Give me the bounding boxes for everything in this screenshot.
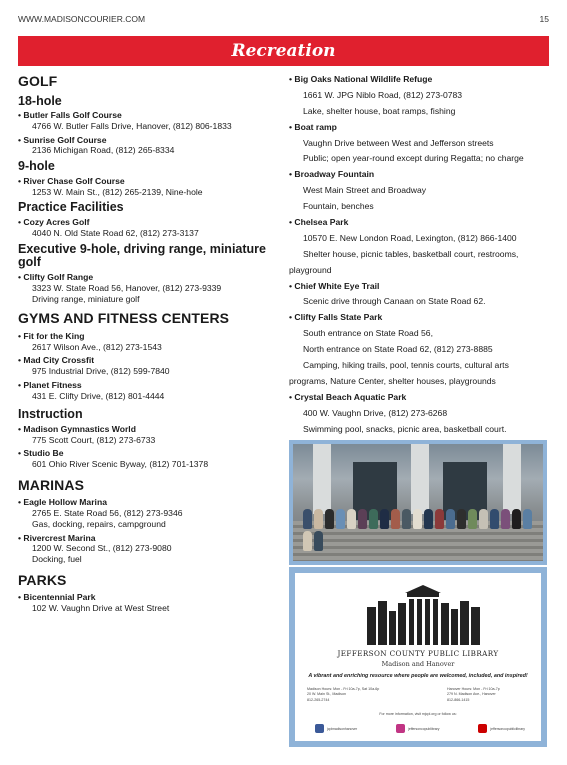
library-group-photo (289, 440, 547, 565)
facebook-handle: jcplmadisonhanover (327, 726, 358, 731)
person (380, 509, 389, 529)
list-item (18, 331, 280, 352)
ad-panel (295, 573, 541, 741)
person (336, 509, 345, 529)
item-line: 775 Scott Court, (812) 273-6733 (32, 434, 156, 445)
list-item (289, 215, 551, 279)
hanover-hours: Hanover Hours: Mon - Fri 10a-7p (447, 687, 500, 691)
item-line: 975 Industrial Drive, (812) 599-7840 (32, 366, 170, 377)
instagram-link[interactable] (396, 724, 439, 733)
photo-pillar (411, 444, 429, 514)
hanover-hours-block (447, 687, 500, 703)
list-item (18, 355, 280, 376)
item-name: • Mad City Crossfit (18, 355, 280, 366)
list-item (289, 390, 551, 438)
item-line: 4766 W. Butler Falls Drive, Hanover, (812) 806-1833 (32, 120, 232, 131)
person (424, 509, 433, 529)
item-name: • Clifty Falls State Park (289, 310, 551, 326)
person (413, 509, 422, 529)
list-item (289, 279, 551, 311)
item-line: playground (289, 264, 332, 275)
facebook-link[interactable] (315, 724, 357, 733)
page-header (18, 14, 549, 24)
item-line: Docking, fuel (32, 554, 82, 565)
banner-title: Recreation (231, 41, 336, 61)
item-name: • River Chase Golf Course (18, 176, 280, 187)
item-name: • Clifty Golf Range (18, 272, 280, 283)
item-name: • Planet Fitness (18, 380, 280, 391)
list-item (289, 72, 551, 120)
person (523, 509, 532, 529)
item-line: 1253 W. Main St., (812) 265-2139, Nine-hole (32, 186, 203, 197)
library-tagline: A vibrant and enriching resource where people are welcomed, included, and inspired! (308, 673, 528, 679)
item-name: • Studio Be (18, 448, 280, 459)
youtube-icon (478, 724, 487, 733)
person (512, 509, 521, 529)
list-item (18, 176, 280, 197)
item-name: • Chief White Eye Trail (289, 279, 551, 295)
instagram-icon (396, 724, 405, 733)
photo-pillar (503, 444, 521, 514)
person (402, 509, 411, 529)
page-number: 15 (539, 14, 549, 24)
list-item (18, 380, 280, 401)
item-line: Camping, hiking trails, pool, tennis courts, cultural arts (303, 360, 509, 371)
list-item (18, 135, 280, 156)
social-links (315, 724, 525, 733)
madison-hours-block (307, 687, 379, 703)
photo-people (303, 505, 533, 551)
item-name: • Rivercrest Marina (18, 533, 280, 544)
item-line: North entrance on State Road 62, (812) 273-8885 (303, 344, 493, 355)
item-line: 2136 Michigan Road, (812) 265-8334 (32, 145, 175, 156)
hanover-address: 279 N. Madison Ave., Hanover (447, 692, 496, 697)
person (303, 531, 312, 551)
item-line: 2617 Wilson Ave., (812) 273-1543 (32, 341, 162, 352)
list-item (18, 592, 280, 613)
facebook-icon (315, 724, 324, 733)
list-item (18, 497, 280, 529)
youtube-handle: jeffersoncopubliclibrary (490, 726, 525, 731)
item-name: • Chelsea Park (289, 215, 551, 231)
item-name: • Eagle Hollow Marina (18, 497, 280, 508)
person (435, 509, 444, 529)
library-name: JEFFERSON COUNTY PUBLIC LIBRARY (337, 649, 499, 658)
section-banner (18, 36, 549, 66)
item-line: 102 W. Vaughn Drive at West Street (32, 603, 170, 614)
person (468, 509, 477, 529)
hanover-phone: 812-866-1415 (447, 697, 470, 702)
hole9-heading: 9-hole (18, 159, 55, 174)
item-line: Swimming pool, snacks, picnic area, basketball court. (303, 423, 507, 434)
person (325, 509, 334, 529)
golf-heading: GOLF (18, 73, 58, 89)
list-item (289, 120, 551, 168)
item-line: programs, Nature Center, shelter houses, playgrounds (289, 375, 496, 386)
practice-heading: Practice Facilities (18, 200, 124, 215)
person (457, 509, 466, 529)
item-line: 4040 N. Old State Road 62, (812) 273-3137 (32, 227, 199, 238)
person (303, 509, 312, 529)
left-column (18, 72, 280, 617)
list-item (18, 533, 280, 565)
photo-image (293, 444, 543, 561)
right-column (289, 72, 551, 437)
site-url: WWW.MADISONCOURIER.COM (18, 14, 146, 24)
person (490, 509, 499, 529)
list-item (18, 110, 280, 131)
library-building-icon (365, 583, 481, 645)
item-name: • Boat ramp (289, 120, 551, 136)
list-item (289, 167, 551, 215)
instruction-heading: Instruction (18, 407, 83, 422)
list-item (18, 272, 280, 304)
item-line: 3323 W. State Road 56, Hanover, (812) 273-9339 (32, 282, 222, 293)
person (314, 531, 323, 551)
item-line: West Main Street and Broadway (303, 185, 427, 196)
more-info: For more information, visit mjcpl.org or follow us: (379, 712, 457, 716)
item-line: Fountain, benches (303, 201, 374, 212)
item-line: 2765 E. State Road 56, (812) 273-9346 (32, 508, 183, 519)
item-name: • Fit for the King (18, 331, 280, 342)
item-name: • Sunrise Golf Course (18, 135, 280, 146)
youtube-link[interactable] (478, 724, 525, 733)
list-item (18, 424, 280, 445)
item-line: 601 Ohio River Scenic Byway, (812) 701-1378 (32, 459, 209, 470)
item-line: Shelter house, picnic tables, basketball court, restrooms, (303, 248, 519, 259)
item-name: • Bicentennial Park (18, 592, 280, 603)
madison-address: 20 W. Main St., Madison (307, 692, 346, 697)
item-line: Vaughn Drive between West and Jefferson streets (303, 137, 494, 148)
item-line: Scenic drive through Canaan on State Road 62. (303, 296, 486, 307)
item-name: • Butler Falls Golf Course (18, 110, 280, 121)
list-item (18, 217, 280, 238)
item-name: • Broadway Fountain (289, 167, 551, 183)
list-item (289, 310, 551, 389)
person (314, 509, 323, 529)
item-line: 1200 W. Second St., (812) 273-9080 (32, 543, 172, 554)
person (369, 509, 378, 529)
item-line: Driving range, miniature golf (32, 293, 140, 304)
photo-pillar (313, 444, 331, 514)
item-name: • Crystal Beach Aquatic Park (289, 390, 551, 406)
parks-heading: PARKS (18, 571, 67, 588)
item-line: Lake, shelter house, boat ramps, fishing (303, 105, 456, 116)
item-line: 1661 W. JPG Niblo Road, (812) 273-0783 (303, 89, 463, 100)
person (347, 509, 356, 529)
person (446, 509, 455, 529)
library-subtitle: Madison and Hanover (381, 660, 455, 668)
item-name: • Cozy Acres Golf (18, 217, 280, 228)
item-line: 431 E. Clifty Drive, (812) 801-4444 (32, 390, 165, 401)
person (391, 509, 400, 529)
item-name: • Madison Gymnastics World (18, 424, 280, 435)
madison-phone: 812-265-2744 (307, 697, 330, 702)
hole18-heading: 18-hole (18, 93, 62, 108)
item-line: 400 W. Vaughn Drive, (812) 273-6268 (303, 407, 448, 418)
item-line: Public; open year-round except during Regatta; no charge (303, 153, 524, 164)
marinas-heading: MARINAS (18, 476, 85, 493)
item-line: 10570 E. New London Road, Lexington, (812) 866-1400 (303, 232, 517, 243)
person (501, 509, 510, 529)
item-line: Gas, docking, repairs, campground (32, 518, 166, 529)
person (358, 509, 367, 529)
madison-hours: Madison Hours: Mon - Fri 10a-7p, Sat 10a-6p (307, 687, 380, 691)
person (479, 509, 488, 529)
gyms-heading: GYMS AND FITNESS CENTERS (18, 310, 230, 327)
list-item (18, 448, 280, 469)
item-line: South entrance on State Road 56, (303, 328, 433, 339)
executive-heading: Executive 9-hole, driving range, miniature golf (18, 241, 266, 270)
instagram-handle: jeffersoncopublibrary (408, 726, 440, 731)
library-advertisement (289, 567, 547, 747)
item-name: • Big Oaks National Wildlife Refuge (289, 72, 551, 88)
